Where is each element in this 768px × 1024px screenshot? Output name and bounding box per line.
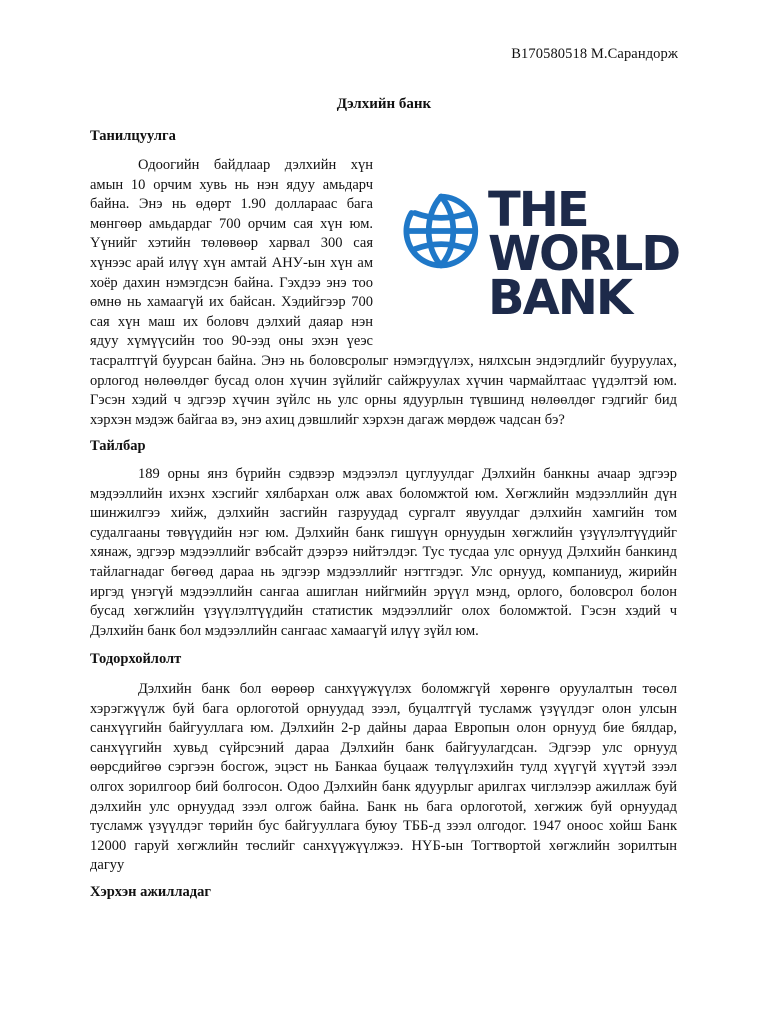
logo-text-the: THE: [488, 182, 588, 238]
intro-text: Одоогийн байдлаар дэлхийн хүн амын 10 орчим хувь нь нэн ядуу амьдарч байна. Энэ нь өдөрт 1.90 доллараас бага мөнгөөр амьдардаг 700 орчим сая хүн юм. Үүнийг хэтийн төлөвөөр харвал 300 сая хүнээс арай илүү хүн амтай АНУ-ын хүн ам хоёр дахин нэмэгдсэн байна. Гэхдээ энэ тоо өмнө нь хамаагүй их байсан. Хэдийгээр 700 сая хүн маш их боловч дэлхий даяар нэн ядуу хүмүүсийн тоо 90-ээд оны эхэн үеэс тасралтгүй буурсан байна. Энэ нь боловсролыг нэмэгдүүлэх, нялхсын эндэгдлийг бууруулах, орлогод нөлөөлдөг бусад олон хүчин зүйлийг сайжруулах хүчин чармайлтаас үүдэлтэй юм. Гэсэн хэдий ч эдгээр хүчин зүйлс нь улс орны ядуурлын түвшинд нөлөөлдөг гэдгийг бид хэрхэн мэдэж байгаа вэ, энэ ахиц дэвшлийг хэрхэн дагаж мөрдөж чадсан бэ?: [90, 157, 677, 428]
globe-icon: [400, 190, 482, 272]
section-heading-how-it-works: Хэрхэн ажилладаг: [90, 884, 211, 900]
author-line: B170580518 М.Сарандорж: [511, 46, 678, 62]
section-paragraph-explanation: 189 орны янз бүрийн сэдвээр мэдээлэл цуглуулдаг Дэлхийн банкны ачаар эдгээр мэдээллийн ихэнх хэсгийг хялбархан олж авах боломжтой юм. Хөгжлийн мэдээллийн дүн шинжилгээ хийж, дэлхийн засгийн газруудад сургалт явуулдаг дэлхийн хамгийн том судалгааны төвүүдийн нэг юм. Дэлхийн банк гишүүн орнуудын хөгжлийн үзүүлэлтүүдийг хянаж, эдгээр мэдээллийг вэбсайт дээрээ нийтэлдэг. Тус тусдаа улс орнууд Дэлхийн банкинд тайлагнадаг бөгөөд дараа нь эдгээр мэдээллийг нэгтгэдэг. Улс орнууд, компаниуд, жирийн иргэд үнэгүй мэдээллийн сангаа ашиглан нийгмийн эрүүл мэнд, орлого, боловсрол болон бусад хөгжлийн үзүүлэлтүүдийн статистик мэдээллийг олох боломжтой. Гэсэн хэдий ч Дэлхийн банк бол мэдээллийн сангаас хамаагүй илүү зүйл юм.: [90, 466, 677, 639]
logo-text-world: WORLD: [488, 226, 680, 282]
document-title: Дэлхийн банк: [336, 96, 432, 112]
logo-text-bank: BANK: [488, 270, 632, 326]
section-paragraph-definition: Дэлхийн банк бол өөрөөр санхүүжүүлэх боломжгүй хөрөнгө оруулалтын төсөл хэрэгжүүлж буй бага орлоготой орнуудад зээл, буцалтгүй тусламж үзүүлдэг олон улсын санхүүгийн байгууллага юм. Дэлхийн 2-р дайны дараа Европын олон орнууд бие бялдар, санхүүгийн хувьд сүйрсэний дараа Дэлхийн банк байгуулагдсан. Эдгээр улс орнууд өөрсдийгөө сэргээн босгож, эцэст нь Банкаа буцааж төлүүлэхийн тулд хүүгүй хүүтэй зээл олгох зорилгоор бий болгосон. Одоо Дэлхийн банк ядуурлыг арилгах чиглэлээр ажиллаж буй дэлхийн улс орнуудад зээл олгож байна. Банк нь бага орлоготой, хөгжиж буй орнуудад тусламж үзүүлдэг төрийн бус байгууллага буюу ТББ-д зээл олгодог. 1947 оноос хойш Банк 12000 гаруй хөгжлийн төслийг санхүүжүүлжээ. НҮБ-ын Тогтвортой хөгжлийн зорилтын дагуу: [90, 681, 677, 874]
section-heading-definition: Тодорхойлолт: [90, 651, 182, 667]
world-bank-logo: [400, 182, 680, 326]
section-heading-explanation: Тайлбар: [90, 438, 146, 454]
section-heading-introduction: Танилцуулга: [90, 128, 176, 144]
